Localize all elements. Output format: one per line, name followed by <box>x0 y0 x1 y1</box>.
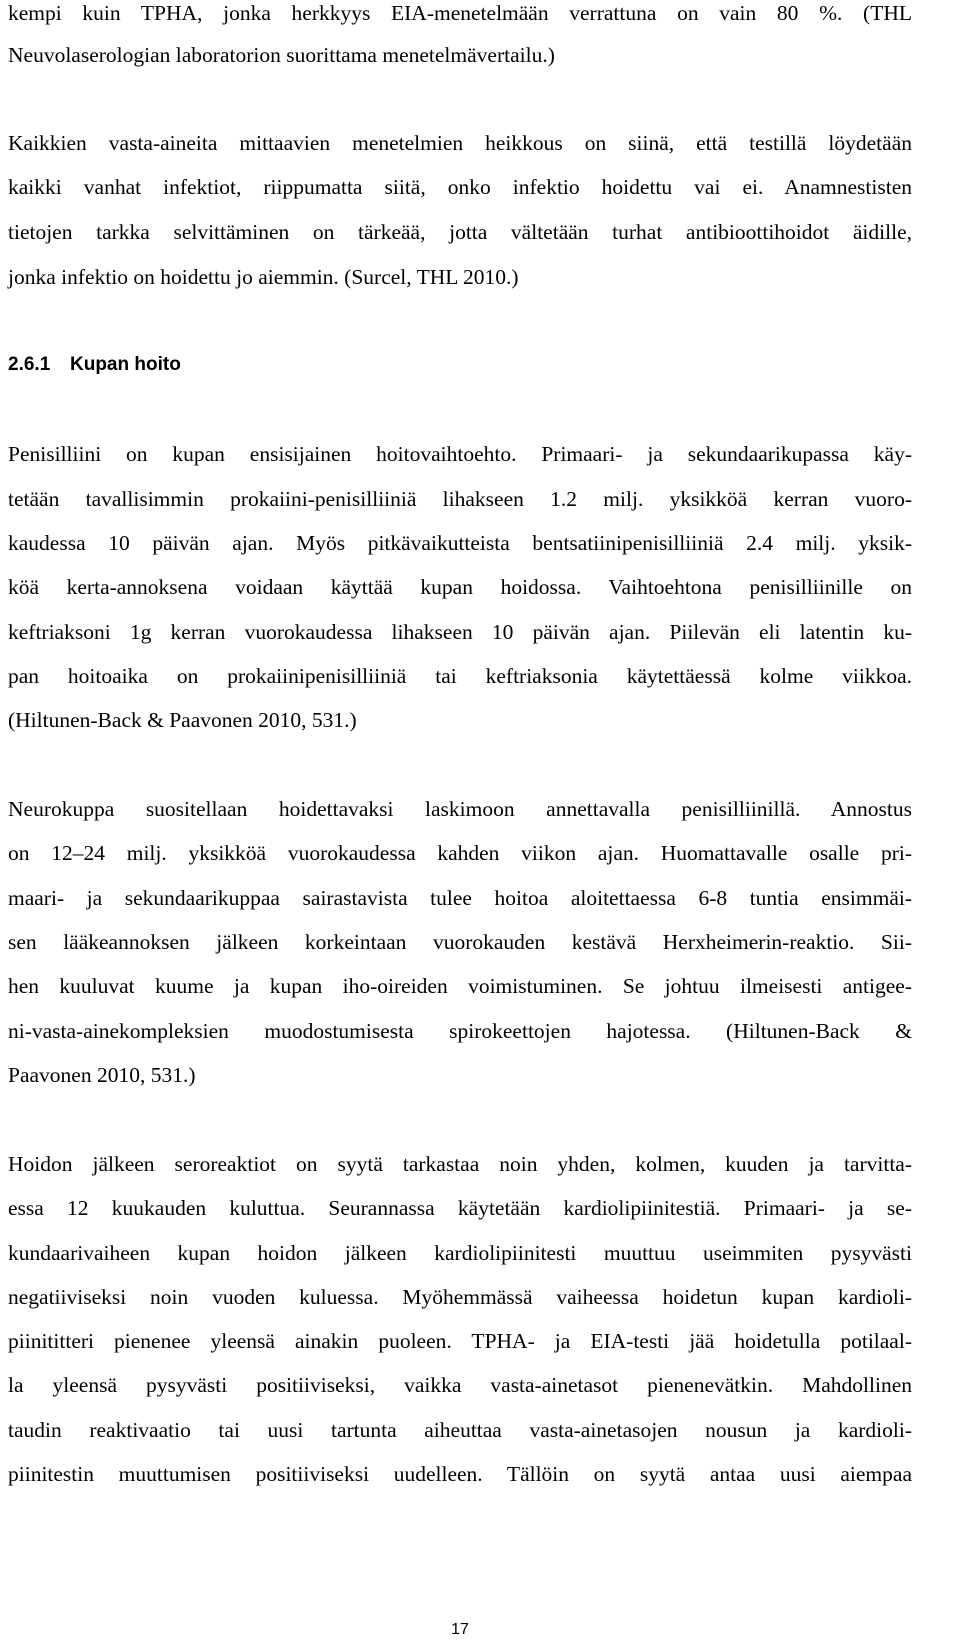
text-line: Kaikkien vasta-aineita mittaavien menetelmien heikkous on siinä, että testillä löydetään <box>8 131 912 155</box>
text-line: negatiiviseksi noin vuoden kuluessa. Myöhemmässä vaiheessa hoidetun kupan kardioli- <box>8 1285 912 1309</box>
text-line: kundaarivaiheen kupan hoidon jälkeen kardiolipiinitesti muuttuu useimmiten pysyvästi <box>8 1241 912 1265</box>
text-line: tetään tavallisimmin prokaiini-penisilliiniä lihakseen 1.2 milj. yksikköä kerran vuoro- <box>8 487 912 511</box>
text-line: la yleensä pysyvästi positiiviseksi, vaikka vasta-ainetasot pienenevätkin. Mahdollinen <box>8 1373 912 1397</box>
text-line: kempi kuin TPHA, jonka herkkyys EIA-menetelmään verrattuna on vain 80 %. (THL <box>8 1 912 25</box>
text-line: maari- ja sekundaarikuppaa sairastavista tulee hoitoa aloitettaessa 6-8 tuntia ensimmäi- <box>8 886 912 910</box>
text-line: ni-vasta-ainekompleksien muodostumisesta spirokeettojen hajotessa. (Hiltunen-Back & <box>8 1019 912 1043</box>
text-line: tietojen tarkka selvittäminen on tärkeää, jotta vältetään turhat antibioottihoidot äidille, <box>8 220 912 244</box>
text-line: taudin reaktivaatio tai uusi tartunta aiheuttaa vasta-ainetasojen nousun ja kardioli- <box>8 1418 912 1442</box>
text-line: sen lääkeannoksen jälkeen korkeintaan vuorokauden kestävä Herxheimerin-reaktio. Sii- <box>8 930 912 954</box>
page-number: 17 <box>451 1621 469 1638</box>
section-number: 2.6.1 <box>8 354 51 375</box>
text-line: kaikki vanhat infektiot, riippumatta siitä, onko infektio hoidettu vai ei. Anamnestisten <box>8 175 912 199</box>
text-line: on 12–24 milj. yksikköä vuorokaudessa kahden viikon ajan. Huomattavalle osalle pri- <box>8 841 912 865</box>
text-line: piinitestin muuttumisen positiiviseksi uudelleen. Tällöin on syytä antaa uusi aiempaa <box>8 1462 912 1486</box>
section-title: Kupan hoito <box>70 354 181 375</box>
text-line: piinititteri pienenee yleensä ainakin puoleen. TPHA- ja EIA-testi jää hoidetulla potilaal- <box>8 1329 912 1353</box>
text-line: kaudessa 10 päivän ajan. Myös pitkävaikutteista bentsatiinipenisilliiniä 2.4 milj. yksik- <box>8 531 912 555</box>
text-line: jonka infektio on hoidettu jo aiemmin. (Surcel, THL 2010.) <box>8 265 519 289</box>
text-line: keftriaksoni 1g kerran vuorokaudessa lihakseen 10 päivän ajan. Piilevän eli latentin ku- <box>8 620 912 644</box>
text-line: köä kerta-annoksena voidaan käyttää kupan hoidossa. Vaihtoehtona penisilliinille on <box>8 575 912 599</box>
text-line: pan hoitoaika on prokaiinipenisilliiniä tai keftriaksonia käytettäessä kolme viikkoa. <box>8 664 912 688</box>
text-line: (Hiltunen-Back & Paavonen 2010, 531.) <box>8 708 357 732</box>
text-line: Paavonen 2010, 531.) <box>8 1063 196 1087</box>
text-line: Neurokuppa suositellaan hoidettavaksi laskimoon annettavalla penisilliinillä. Annostus <box>8 797 912 821</box>
text-line: essa 12 kuukauden kuluttua. Seurannassa käytetään kardiolipiinitestiä. Primaari- ja se- <box>8 1196 912 1220</box>
section-heading <box>8 352 181 378</box>
text-line: Hoidon jälkeen seroreaktiot on syytä tarkastaa noin yhden, kolmen, kuuden ja tarvitta- <box>8 1152 912 1176</box>
text-line: hen kuuluvat kuume ja kupan iho-oireiden voimistuminen. Se johtuu ilmeisesti antigee- <box>8 974 912 998</box>
text-line: Neuvolaserologian laboratorion suorittama menetelmävertailu.) <box>8 43 555 67</box>
text-line: Penisilliini on kupan ensisijainen hoitovaihtoehto. Primaari- ja sekundaarikupassa käy- <box>8 442 912 466</box>
